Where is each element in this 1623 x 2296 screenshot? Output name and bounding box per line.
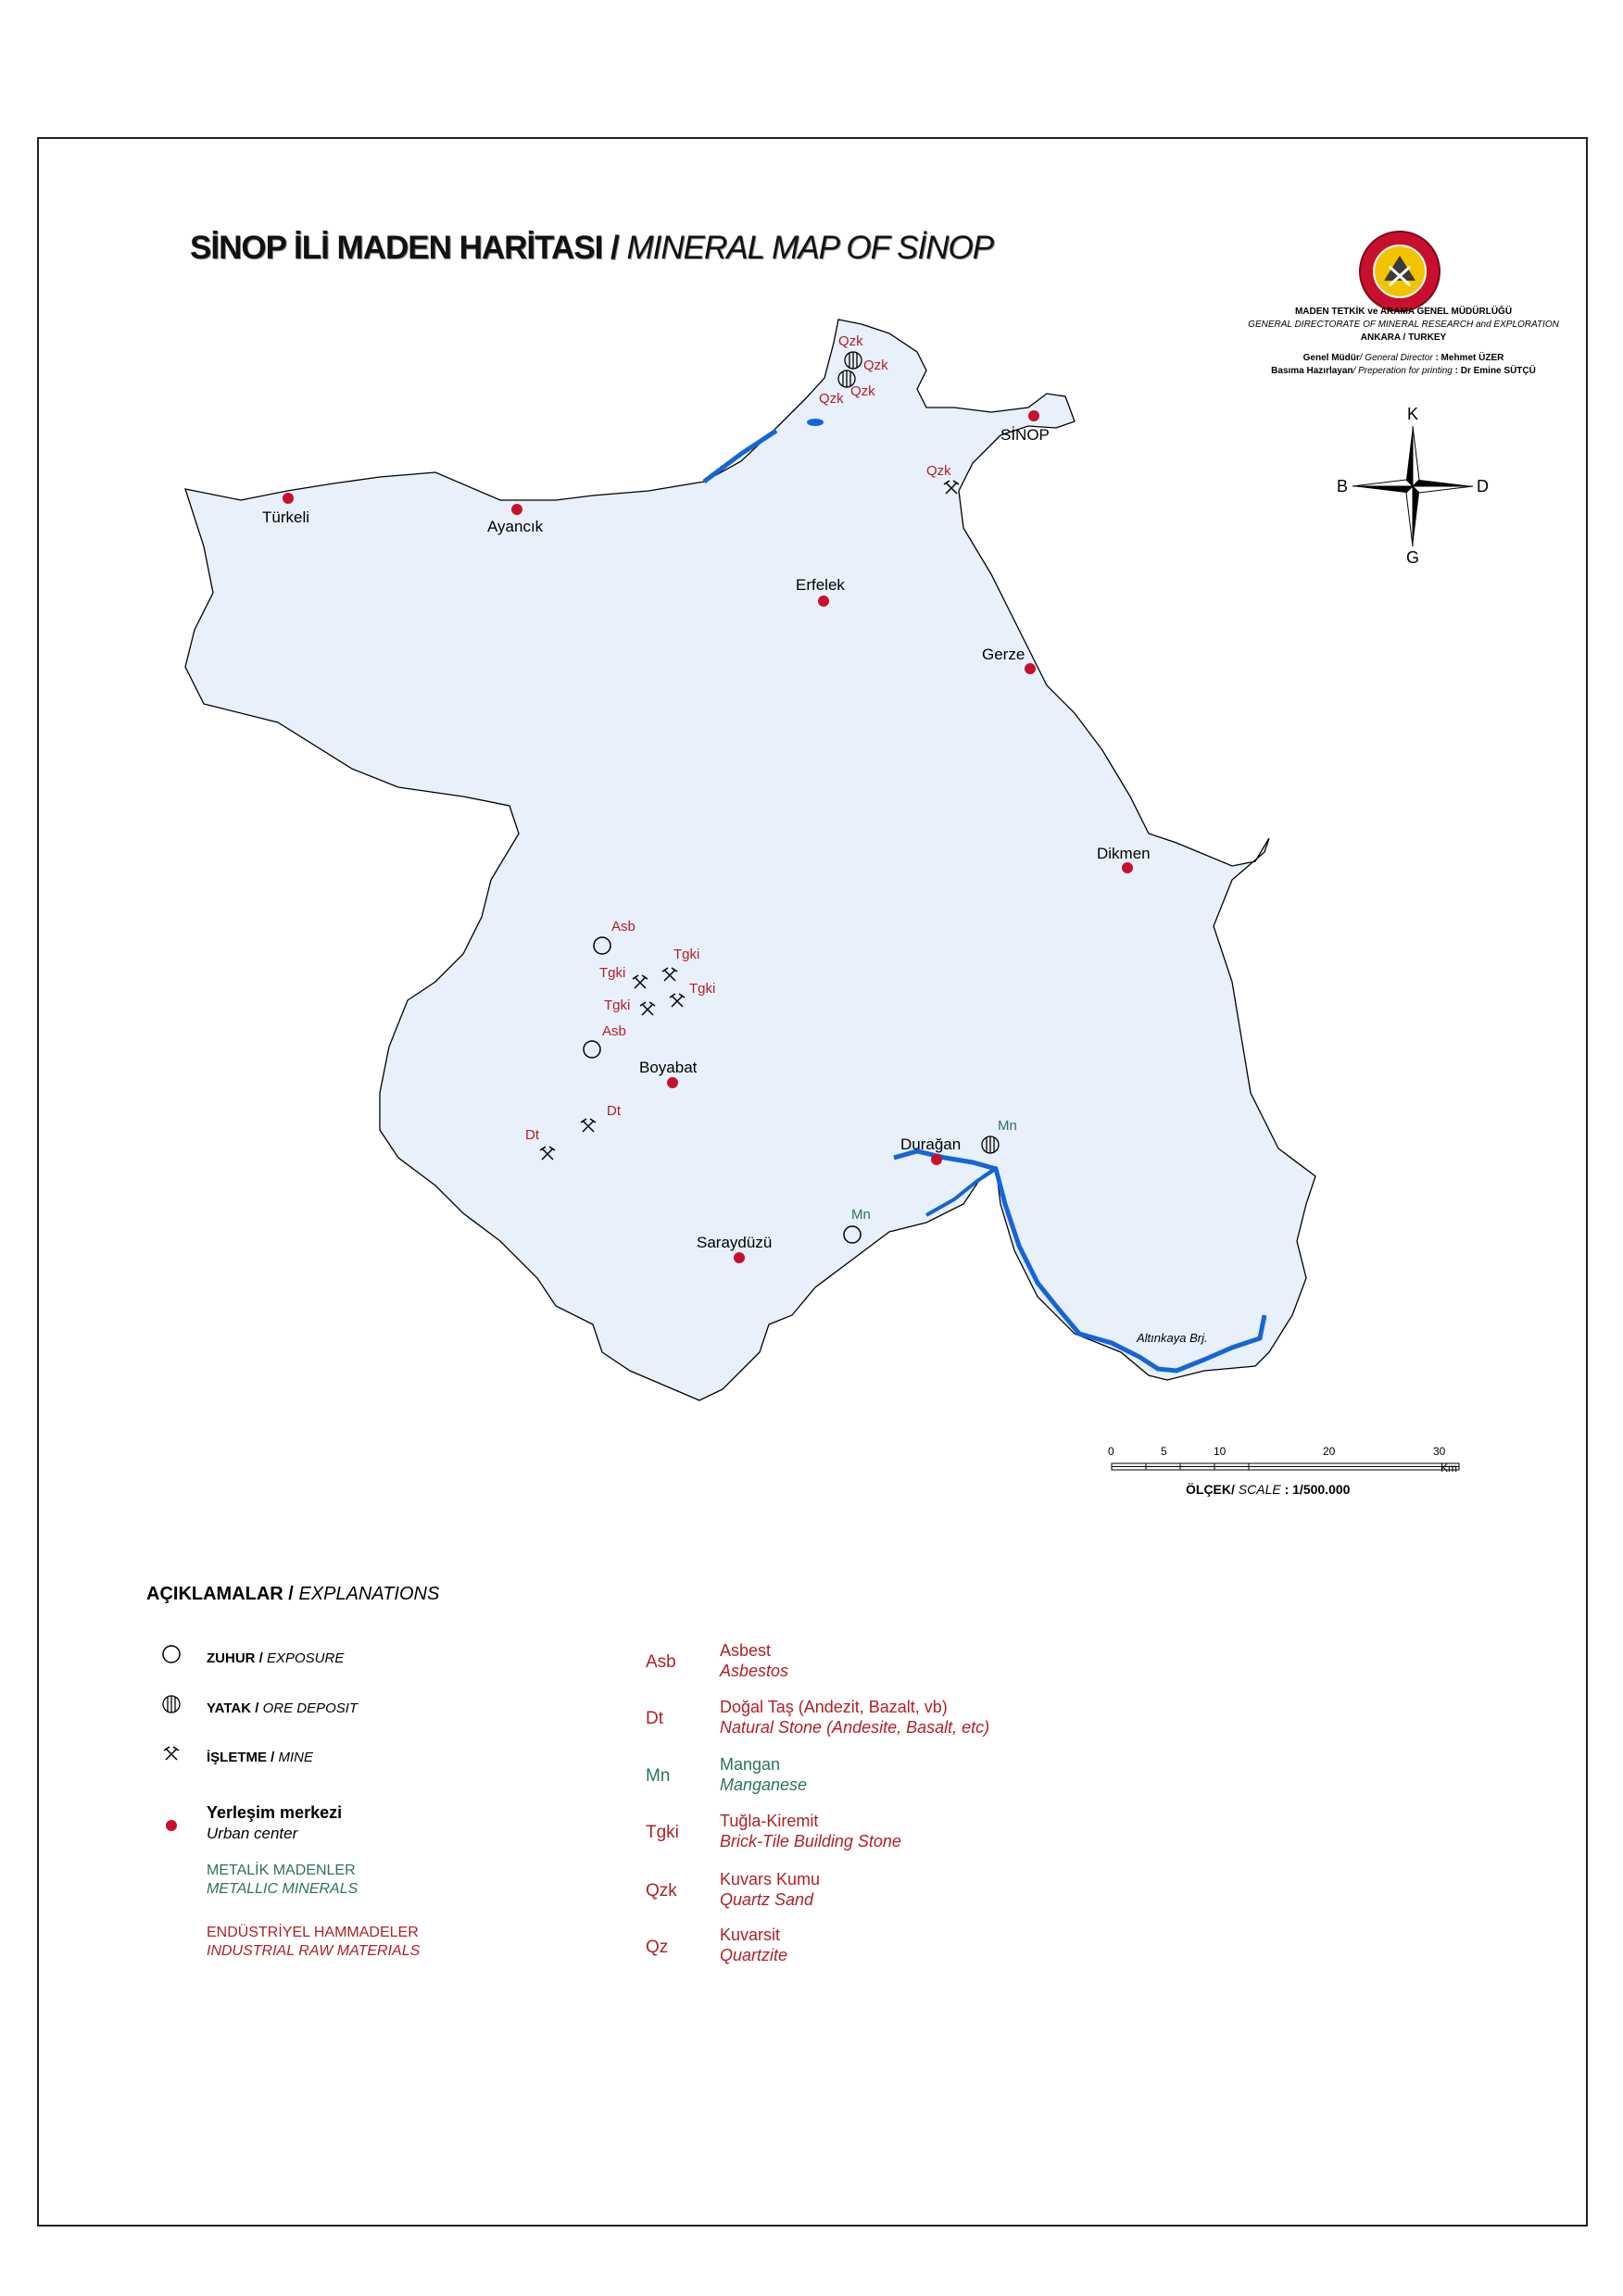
legend-urban xyxy=(207,1802,342,1844)
legend-exposure-tr: ZUHUR / xyxy=(207,1650,263,1666)
legend-mineral-mn-tr: Mangan xyxy=(720,1755,781,1774)
legend-industrial-en: INDUSTRIAL RAW MATERIALS xyxy=(207,1943,421,1959)
scale-caption xyxy=(1186,1482,1350,1497)
director-label-tr: Genel Müdür xyxy=(1302,353,1360,363)
legend-mine-en: MINE xyxy=(278,1750,314,1765)
scale-unit: Km xyxy=(1441,1462,1457,1474)
legend-mineral-qzk-tr: Kuvars Kumu xyxy=(720,1870,821,1888)
urban-dot-boyabat xyxy=(667,1077,678,1088)
scale-label-tr: ÖLÇEK/ xyxy=(1186,1482,1235,1497)
urban-dot-sinop xyxy=(1028,410,1039,421)
legend-mineral-tgki-tr: Tuğla-Kiremit xyxy=(720,1812,819,1830)
place-saraydüzü: Saraydüzü xyxy=(697,1234,773,1251)
label-tgki-3: Tgki xyxy=(689,981,716,997)
institution-name-en: GENERAL DIRECTORATE OF MINERAL RESEARCH and EXPLORATION xyxy=(1248,320,1559,330)
urban-dot-ayancik xyxy=(511,504,522,515)
legend-metallic-group xyxy=(207,1862,358,1899)
legend-heading xyxy=(146,1584,439,1605)
place-gerze: Gerze xyxy=(982,646,1025,663)
legend-code-qz: Qz xyxy=(646,1938,669,1957)
legend-mineral-asb xyxy=(720,1640,788,1681)
legend-mine xyxy=(207,1748,313,1768)
place-altinkaya: Altınkaya Brj. xyxy=(1137,1331,1208,1345)
scale-bar xyxy=(1107,1459,1478,1477)
legend-mineral-dt-tr: Doğal Taş (Andezit, Bazalt, vb) xyxy=(720,1698,948,1716)
institution-name-c: ARAMA GENEL MÜDÜRLÜĞÜ xyxy=(1379,307,1513,317)
urban-dot-saraydüzü xyxy=(734,1252,745,1263)
label-qzk-2: Qzk xyxy=(863,358,888,373)
legend-exposure xyxy=(207,1649,344,1669)
legend-mineral-dt-en: Natural Stone (Andesite, Basalt, etc) xyxy=(720,1718,990,1737)
legend-code-asb: Asb xyxy=(646,1652,676,1672)
legend-code-dt: Dt xyxy=(646,1709,663,1728)
place-duragan: Durağan xyxy=(900,1135,962,1153)
legend-industrial-tr: ENDÜSTRİYEL HAMMADELER xyxy=(207,1925,419,1940)
label-qzk-1: Qzk xyxy=(838,333,863,349)
legend-code-mn: Mn xyxy=(646,1766,671,1786)
place-boyabat: Boyabat xyxy=(639,1059,698,1076)
label-dt-2: Dt xyxy=(525,1127,539,1143)
legend-urban-tr: Yerleşim merkezi xyxy=(207,1803,343,1822)
urban-dot-duragan xyxy=(931,1154,942,1165)
legend-mineral-mn xyxy=(720,1754,807,1795)
compass-w-label: B xyxy=(1337,477,1349,496)
legend-heading-tr: AÇIKLAMALAR / xyxy=(146,1584,294,1604)
director-name: : Mehmet ÜZER xyxy=(1435,353,1504,363)
legend-code-qzk: Qzk xyxy=(646,1881,677,1901)
legend-deposit-icon xyxy=(163,1696,180,1713)
legend-mine-tr: İŞLETME / xyxy=(207,1750,275,1765)
place-sinop: SİNOP xyxy=(1000,426,1050,444)
small-lake xyxy=(807,419,824,426)
label-tgki-1: Tgki xyxy=(673,947,700,962)
compass-s-label: G xyxy=(1405,548,1420,565)
label-dt-1: Dt xyxy=(607,1103,621,1119)
scale-tick-5: 5 xyxy=(1161,1445,1167,1458)
legend-mineral-asb-en: Asbestos xyxy=(720,1662,789,1680)
label-tgki-4: Tgki xyxy=(604,997,631,1013)
institution-city: ANKARA / TURKEY xyxy=(1360,332,1447,343)
legend-mineral-qz-tr: Kuvarsit xyxy=(720,1926,781,1944)
label-tgki-2: Tgki xyxy=(599,965,626,981)
legend-exposure-en: EXPOSURE xyxy=(267,1650,345,1666)
legend-deposit-tr: YATAK / xyxy=(207,1700,259,1716)
scale-ratio: : 1/500.000 xyxy=(1284,1482,1351,1497)
legend-mineral-dt xyxy=(720,1697,989,1738)
place-turkeli: Türkeli xyxy=(262,508,310,526)
scale-tick-30: 30 xyxy=(1433,1445,1446,1458)
legend-mineral-qz xyxy=(720,1925,787,1965)
legend-mineral-mn-en: Manganese xyxy=(720,1775,808,1794)
legend-industrial-group xyxy=(207,1924,420,1961)
prep-name: : Dr Emine SÜTÇÜ xyxy=(1454,366,1536,376)
scale-tick-0: 0 xyxy=(1108,1445,1114,1458)
legend-deposit-en: ORE DEPOSIT xyxy=(262,1700,359,1716)
title-tr: SİNOP İLİ MADEN HARİTASI / xyxy=(190,230,619,266)
legend-urban-en: Urban center xyxy=(207,1825,298,1842)
label-mn-1: Mn xyxy=(998,1118,1017,1134)
legend-exposure-icon xyxy=(163,1646,180,1662)
label-asb-1: Asb xyxy=(611,919,635,935)
legend-symbols xyxy=(157,1639,185,1880)
legend-mineral-qz-en: Quartzite xyxy=(720,1946,788,1964)
label-asb-2: Asb xyxy=(602,1023,626,1039)
legend-mineral-tgki-en: Brick-Tile Building Stone xyxy=(720,1832,901,1851)
label-qzk-5: Qzk xyxy=(926,463,951,479)
place-ayancik: Ayancık xyxy=(487,518,544,535)
label-qzk-4: Qzk xyxy=(819,391,844,407)
legend-mineral-qzk xyxy=(720,1869,820,1910)
legend-mineral-asb-tr: Asbest xyxy=(720,1641,772,1660)
legend-metallic-tr: METALİK MADENLER xyxy=(207,1863,356,1878)
legend-heading-en: EXPLANATIONS xyxy=(298,1584,440,1604)
scale-label-en: SCALE xyxy=(1238,1482,1281,1497)
legend-mineral-tgki xyxy=(720,1811,901,1851)
title-en: MINERAL MAP OF SİNOP xyxy=(626,230,994,266)
institution-name-b: ve xyxy=(1367,307,1378,317)
director-label-en: / General Director xyxy=(1359,353,1433,363)
label-qzk-3: Qzk xyxy=(850,383,875,399)
scale-tick-20: 20 xyxy=(1323,1445,1336,1458)
urban-dot-dikmen xyxy=(1122,862,1133,873)
prep-label-tr: Basıma Hazırlayan xyxy=(1271,366,1353,376)
urban-dot-gerze xyxy=(1025,663,1036,674)
label-mn-2: Mn xyxy=(851,1207,871,1223)
prep-label-en: / Preperation for printing xyxy=(1352,366,1453,376)
legend-urban-icon xyxy=(166,1820,177,1831)
legend-mine-icon xyxy=(164,1747,179,1760)
urban-dot-erfelek xyxy=(818,596,829,607)
legend-metallic-en: METALLIC MINERALS xyxy=(207,1881,359,1897)
scale-tick-10: 10 xyxy=(1214,1445,1227,1458)
legend-code-tgki: Tgki xyxy=(646,1823,679,1842)
institution-name-a: MADEN TETKİK xyxy=(1294,307,1365,317)
place-erfelek: Erfelek xyxy=(796,576,845,594)
legend-mineral-qzk-en: Quartz Sand xyxy=(720,1890,814,1909)
compass-n-label: K xyxy=(1406,408,1419,423)
place-dikmen: Dikmen xyxy=(1097,845,1151,862)
urban-dot-turkeli xyxy=(283,493,294,504)
legend-deposit xyxy=(207,1699,358,1719)
compass-e-label: D xyxy=(1477,477,1489,496)
